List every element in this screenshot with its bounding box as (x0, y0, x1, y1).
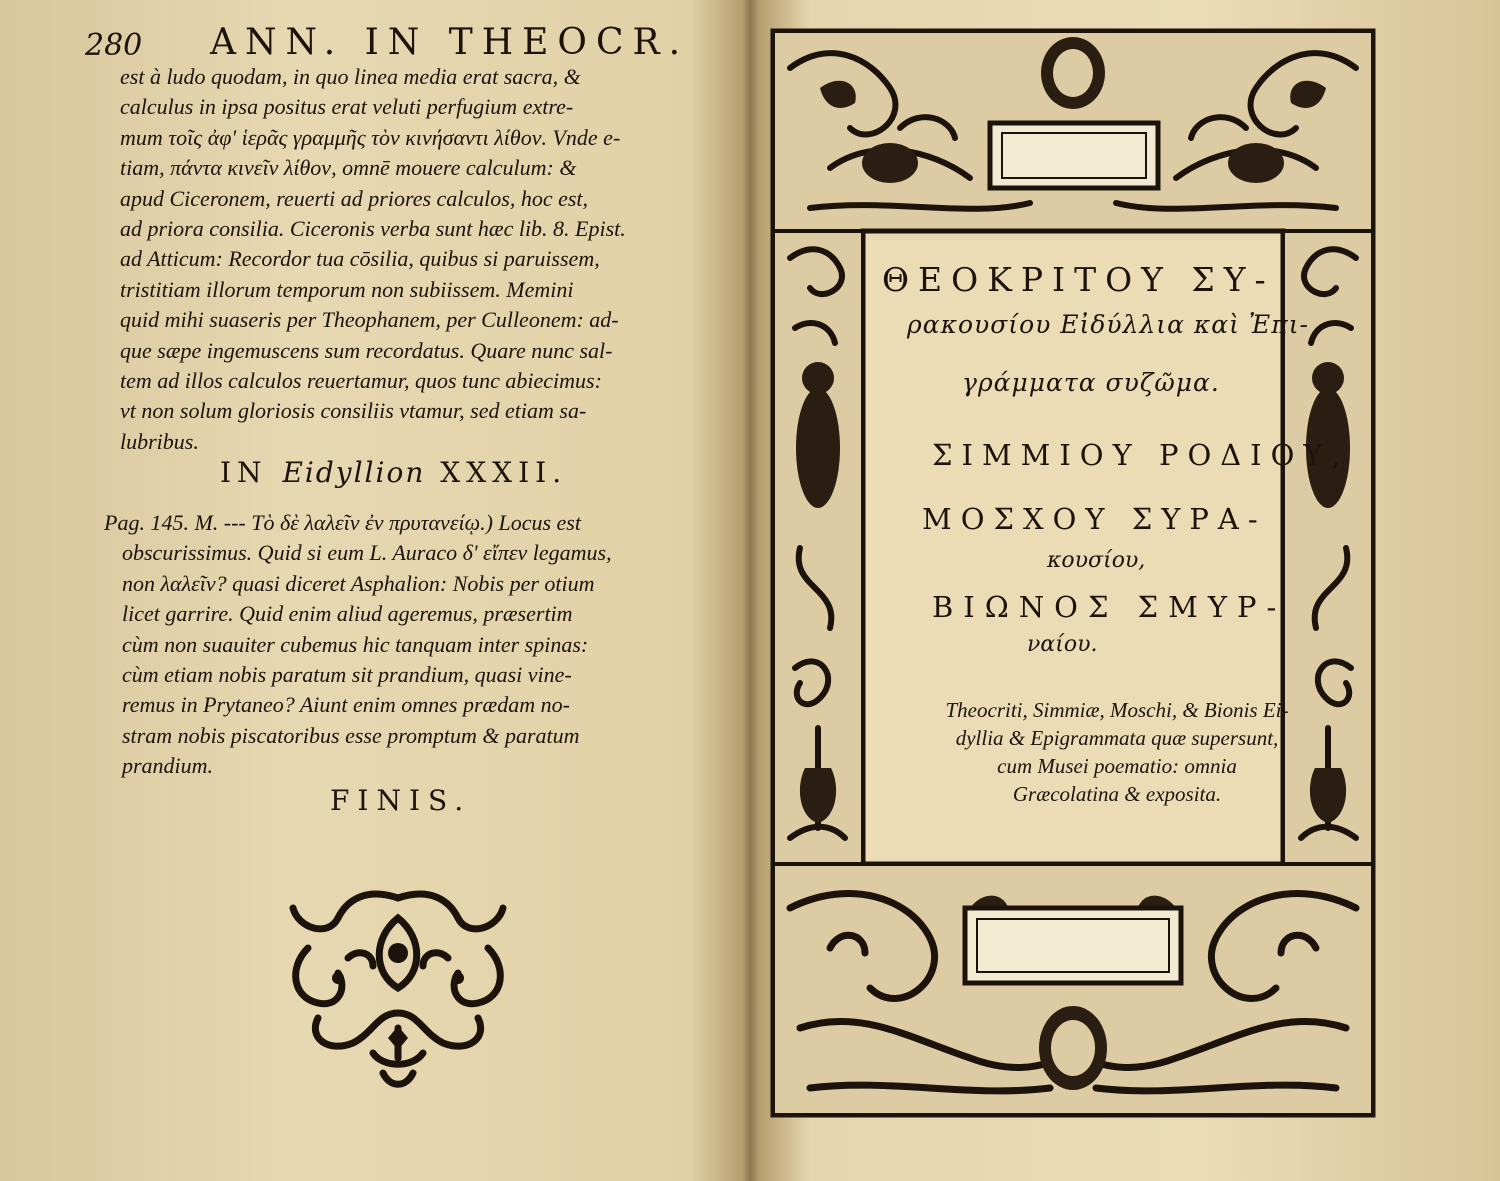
text-line: vt non solum gloriosis consiliis vtamur, sed etiam sa- (120, 398, 587, 424)
left-page (0, 0, 745, 1181)
commentary-text (120, 62, 695, 457)
text-line: lubribus. (120, 428, 199, 454)
note-line: prandium. (122, 753, 214, 779)
title-line: ΜΟΣΧΟΥ ΣΥΡΑ- (922, 502, 1267, 536)
text-line: apud Ciceronem, reuerti ad priores calculos, hoc est, (120, 185, 589, 211)
text-line: calculus in ipsa positus erat veluti perfugium extre- (120, 94, 574, 120)
text-line: est à ludo quodam, in quo linea media erat sacra, & (120, 64, 581, 89)
note-line: cùm etiam nobis paratum sit prandium, quasi vine- (122, 662, 572, 688)
title-line: ΘΕΟΚΡΙΤΟΥ ΣΥ- (882, 260, 1275, 299)
title-line: ΣΙΜΜΙΟΥ ΡΟΔΙΟΥ, (932, 438, 1350, 472)
section-heading (220, 456, 567, 489)
running-head (85, 18, 705, 62)
note-line: cùm non suauiter cubemus hic tanquam inter spinas: (122, 631, 589, 657)
latin-line: cum Musei poematio: omnia (997, 754, 1237, 778)
note-line: Pag. 145. M. --- Τὸ δὲ λαλεῖν ἐν πρυτανείῳ.) Locus est (104, 510, 581, 535)
section-word: Eidyllion (282, 456, 426, 489)
text-line: ad Atticum: Recordor tua cōsilia, quibus si paruissem, (120, 246, 600, 272)
right-page (752, 0, 1500, 1181)
latin-subtitle (882, 696, 1352, 808)
page-number: 280 (85, 28, 143, 63)
text-line: ad priora consilia. Ciceronis verba sunt hæc lib. 8. Epist. (120, 216, 626, 242)
text-line: tem ad illos calculos reuertamur, quos tunc abiecimus: (120, 368, 602, 394)
section-number: XXXII. (440, 456, 568, 489)
note-line: stram nobis piscatoribus esse promptum & paratum (122, 722, 580, 748)
latin-line: Græcolatina & exposita. (1012, 782, 1222, 806)
latin-line: dyllia & Epigrammata quæ supersunt, (955, 726, 1279, 750)
note-text (104, 508, 694, 782)
title-line: γράμματα συζῶμα. (962, 368, 1220, 397)
text-line: quid mihi suaseris per Theophanem, per Culleonem: ad- (120, 307, 619, 333)
tailpiece-ornament (278, 878, 518, 1096)
woodcut-title-border (770, 28, 1376, 1118)
title-line: κουσίου, (1047, 548, 1146, 573)
text-line: que sæpe ingemuscens sum recordatus. Quare nunc sal- (120, 337, 613, 363)
text-line: tristitiam illorum temporum non subiissem. Memini (120, 276, 574, 302)
note-line: licet garrire. Quid enim aliud ageremus, præsertim (122, 601, 573, 627)
note-line: remus in Prytaneo? Aiunt enim omnes prædam no- (122, 692, 570, 718)
text-line: mum τοῖς ἀφ' ἱερᾶς γραμμῆς τὸν κινήσαντι λίθον. Vnde e- (120, 124, 621, 150)
finis-text: FINIS. (330, 784, 472, 817)
section-label: IN (220, 456, 268, 489)
note-line: obscurissimus. Quid si eum L. Auraco δ' εἴπεν legamus, (122, 540, 612, 566)
latin-line: Theocriti, Simmiæ, Moschi, & Bionis Ei- (945, 698, 1289, 722)
title-line: ΒΙΩΝΟΣ ΣΜΥΡ- (932, 590, 1287, 624)
running-title: ANN. IN THEOCR. (210, 22, 690, 63)
text-line: tiam, πάντα κινεῖν λίθον, omnē mouere calculum: & (120, 155, 577, 181)
note-line: non λαλεῖν? quasi diceret Asphalion: Nobis per otium (122, 570, 595, 596)
title-line: ρακουσίου Εἰδύλλια καὶ Ἐπι- (907, 310, 1309, 339)
title-line: ναίου. (1027, 632, 1098, 657)
